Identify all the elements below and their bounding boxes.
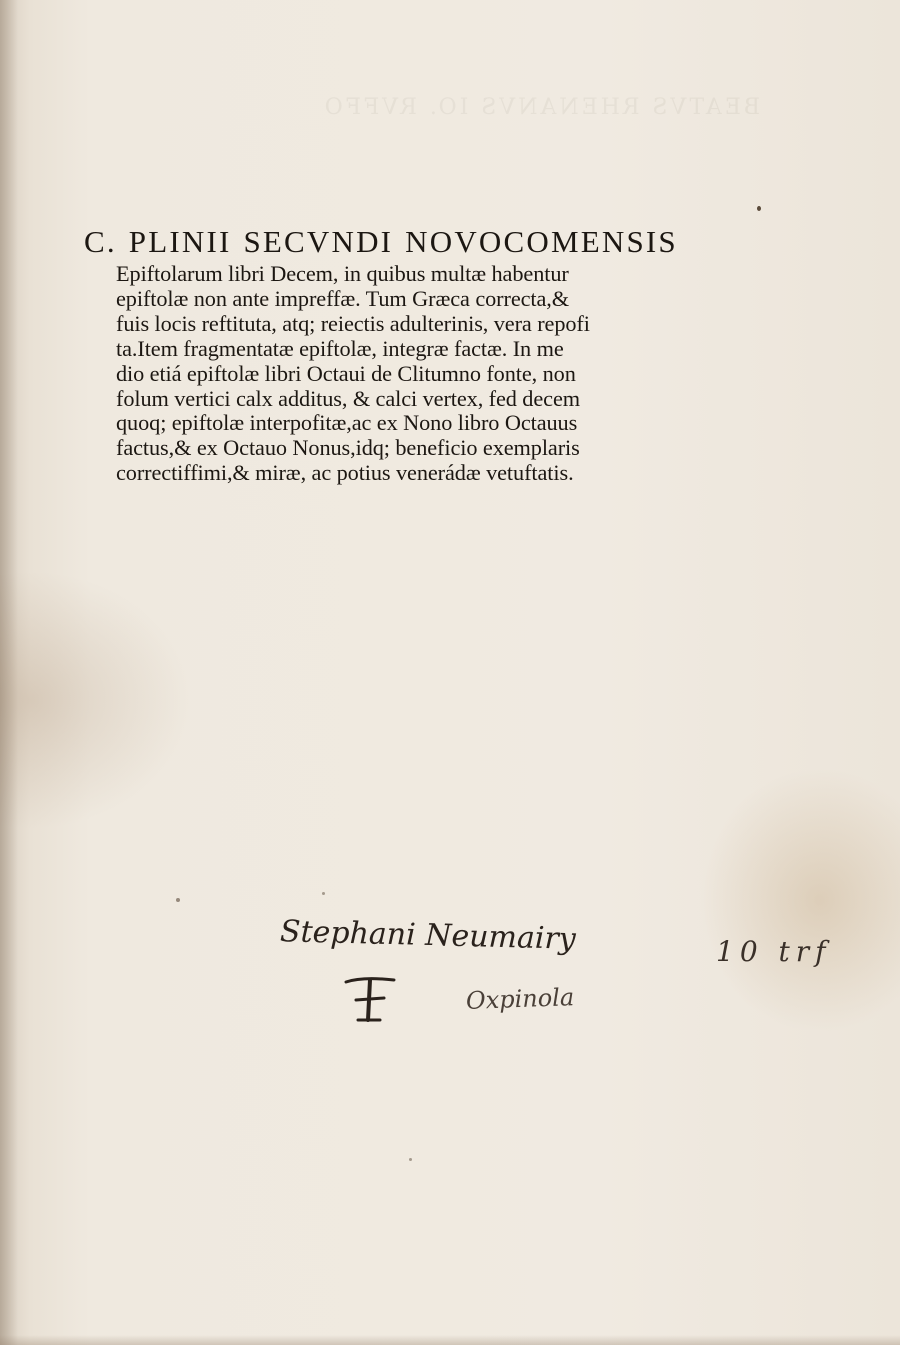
- ink-speck: [322, 892, 325, 895]
- gutter-shadow: [0, 0, 18, 1345]
- page-bottom-edge: [0, 1335, 900, 1345]
- owner-signature: Stephani Neumairy: [279, 914, 577, 957]
- ink-speck: [176, 898, 180, 902]
- ink-speck: [757, 206, 761, 211]
- description-line: dio etiá epiftolæ libri Octaui de Clitumno fonte, non: [116, 360, 576, 386]
- ink-speck: [409, 1158, 412, 1161]
- price-note: 10 trf: [716, 935, 832, 968]
- title-description: [116, 262, 694, 486]
- show-through-text: BEATVS RHENANVS IO. RVFFO: [321, 95, 760, 120]
- signature-place: Oxpinola: [465, 983, 575, 1015]
- monogram-mark: [340, 970, 400, 1030]
- title-block: [84, 222, 694, 486]
- description-line: correctiffimi,& miræ, ac potius venerádæ vetuftatis.: [116, 460, 574, 486]
- description-line: epiftolæ non ante impreffæ. Tum Græca correcta,&: [116, 285, 570, 311]
- description-line: folum vertici calx additus, & calci vertex, fed decem: [116, 385, 580, 411]
- book-title: C. PLINII SECVNDI NOVOCOMENSIS: [84, 224, 678, 259]
- description-line: quoq; epiftolæ interpofitæ,ac ex Nono libro Octauus: [116, 410, 578, 436]
- description-line: Epiftolarum libri Decem, in quibus multæ habentur: [116, 261, 569, 286]
- description-line: ta.Item fragmentatæ epiftolæ, integræ factæ. In me: [116, 335, 564, 361]
- description-line: fuis locis reftituta, atq; reiectis adulterinis, vera repofi: [116, 310, 590, 336]
- description-line: factus,& ex Octauo Nonus,idq; beneficio exemplaris: [116, 435, 580, 461]
